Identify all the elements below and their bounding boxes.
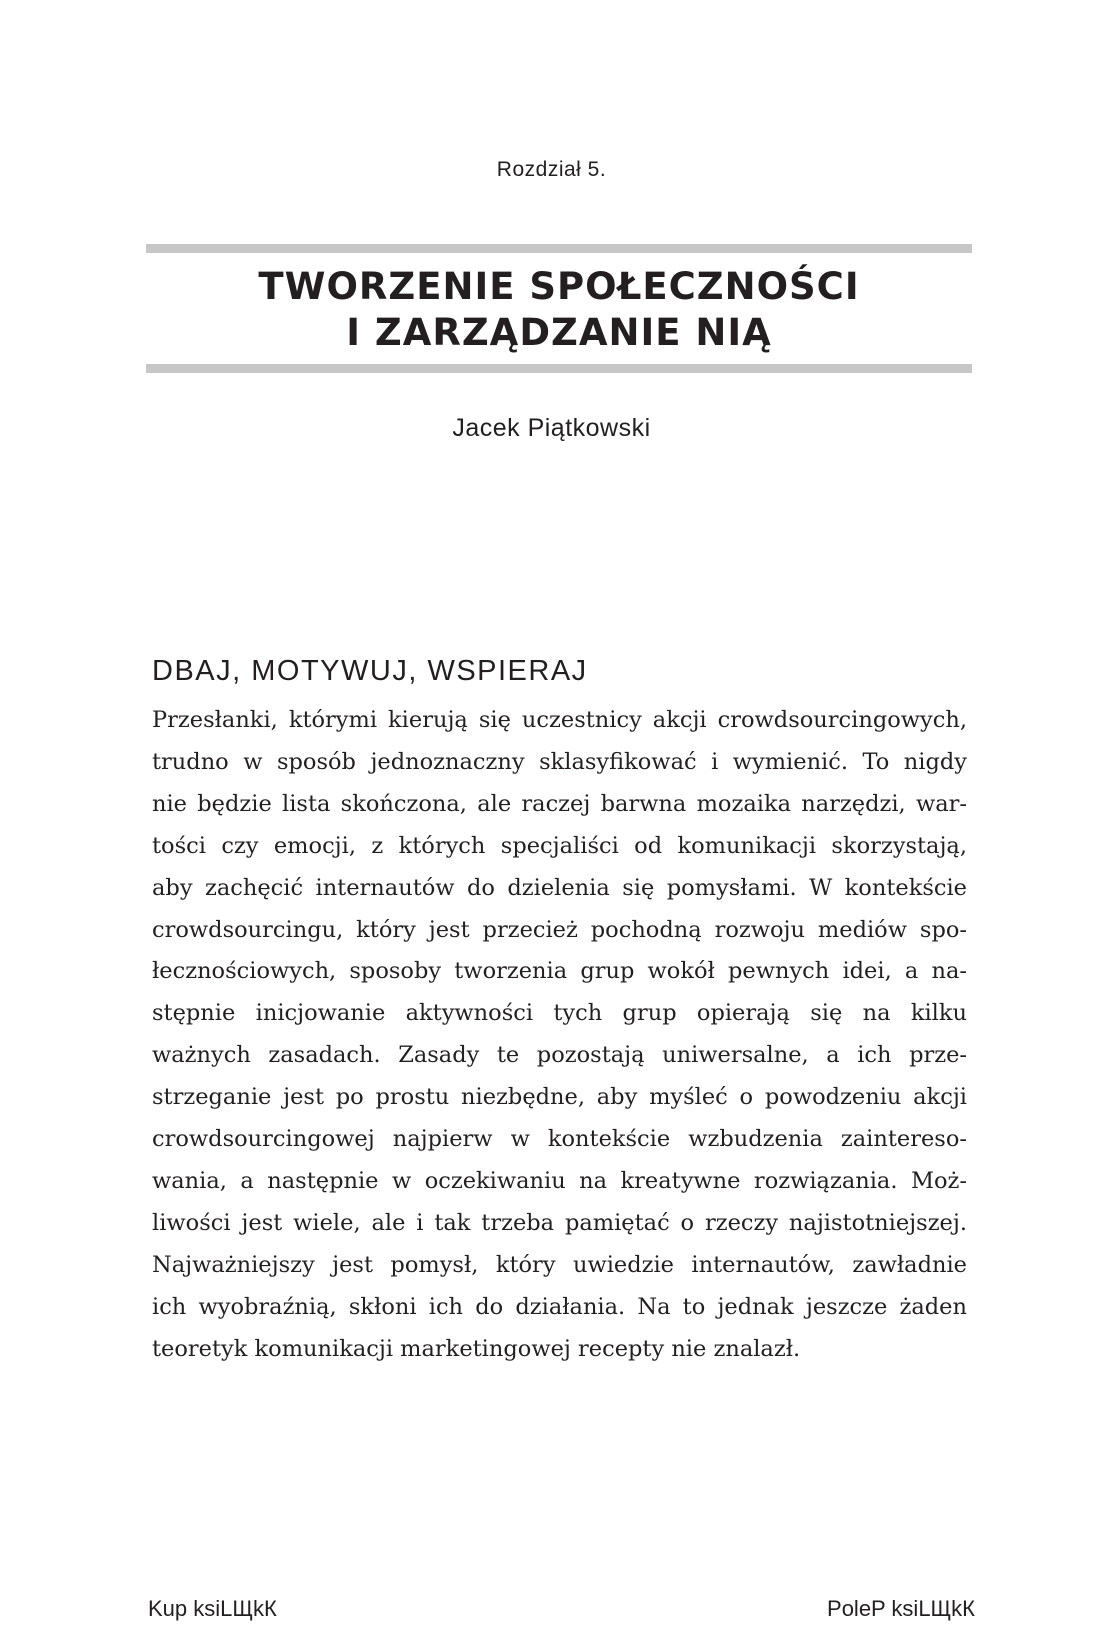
- body-line: aby zachęcić internautów do dzielenia się pomysłami. W kontekście: [152, 874, 967, 901]
- body-line: Przesłanki, którymi kierują się uczestnicy akcji crowdsourcingowych,: [152, 707, 967, 733]
- body-line: wania, a następnie w oczekiwaniu na kreatywne rozwiązania. Moż-: [152, 1167, 967, 1194]
- body-line: łecznościowych, sposoby tworzenia grup wokół pewnych idei, a na-: [152, 958, 967, 985]
- footer-recommend-link[interactable]: PoleP ksiLЩkК: [827, 1596, 975, 1621]
- body-line: nie będzie lista skończona, ale raczej barwna mozaika narzędzi, war-: [152, 790, 967, 817]
- body-line: Najważniejszy jest pomysł, który uwiedzie internautów, zawładnie: [152, 1251, 967, 1278]
- body-line: liwości jest wiele, ale i tak trzeba pamiętać o rzeczy najistotniejszej.: [152, 1209, 967, 1236]
- body-line: crowdsourcingu, który jest przecież pochodną rozwoju mediów spo-: [152, 916, 967, 943]
- body-line: ich wyobraźnią, skłoni ich do działania. Na to jednak jeszcze żaden: [152, 1293, 967, 1320]
- body-paragraph: [152, 700, 967, 1371]
- body-line: tości czy emocji, z których specjaliści od komunikacji skorzystają,: [152, 832, 967, 859]
- section-heading: DBAJ, MOTYWUJ, WSPIERAJ: [152, 655, 588, 687]
- body-line: strzeganie jest po prostu niezbędne, aby myśleć o powodzeniu akcji: [152, 1084, 967, 1111]
- body-line: ważnych zasadach. Zasady te pozostają uniwersalne, a ich prze-: [152, 1042, 967, 1069]
- author-name: Jacek Piątkowski: [452, 414, 651, 442]
- body-line: stępnie inicjowanie aktywności tych grup opierają się na kilku: [152, 1000, 967, 1027]
- body-line: crowdsourcingowej najpierw w kontekście wzbudzenia zaintereso-: [152, 1126, 967, 1153]
- title-rule-top: [146, 244, 972, 253]
- chapter-label: Rozdział 5.: [496, 158, 607, 181]
- title-rule-bottom: [146, 364, 972, 373]
- chapter-title: [146, 264, 972, 356]
- body-line: trudno w sposób jednoznaczny sklasyfikować i wymienić. To nigdy: [152, 748, 967, 775]
- body-line: teoretyk komunikacji marketingowej recepty nie znalazł.: [152, 1335, 801, 1362]
- footer-buy-link[interactable]: Kup ksiLЩkК: [148, 1596, 277, 1621]
- chapter-title-line-2: I ZARZĄDZANIE NIĄ: [346, 311, 772, 354]
- chapter-title-line-1: TWORZENIE SPOŁECZNOŚCI: [258, 265, 860, 308]
